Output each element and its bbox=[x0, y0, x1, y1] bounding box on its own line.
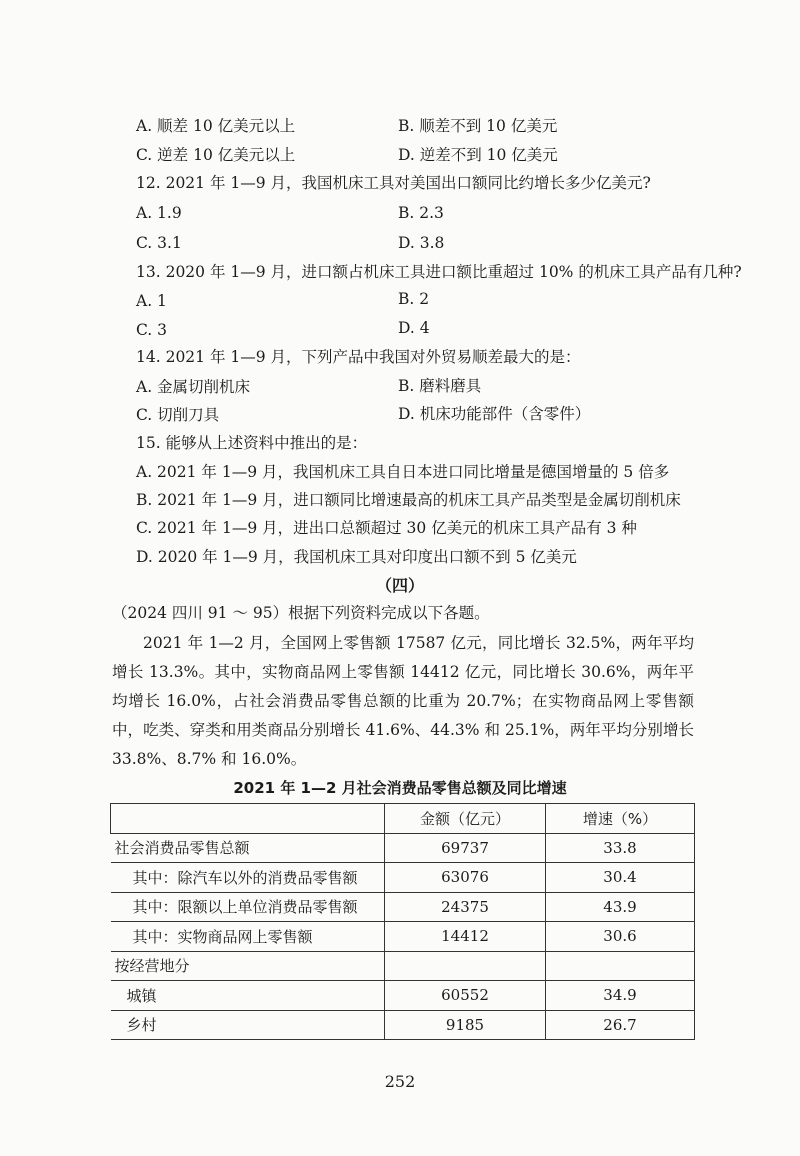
row-growth: 30.6 bbox=[546, 922, 695, 952]
row-growth: 26.7 bbox=[546, 1010, 695, 1040]
table-header-amount: 金额（亿元） bbox=[385, 804, 546, 834]
row-label: 乡村 bbox=[111, 1010, 385, 1040]
q12-option-a: A. 1.9 bbox=[136, 204, 182, 222]
option-b-prev: B. 顺差不到 10 亿美元 bbox=[398, 117, 558, 135]
data-table bbox=[110, 803, 695, 1040]
row-amount: 69737 bbox=[385, 833, 546, 863]
table-header-row bbox=[111, 804, 695, 834]
q15-option-b: B. 2021 年 1—9 月，进口额同比增速最高的机床工具产品类型是金属切削机床 bbox=[136, 491, 681, 509]
question-15: 15. 能够从上述资料中推出的是： bbox=[136, 434, 368, 452]
row-amount: 63076 bbox=[385, 863, 546, 893]
question-13: 13. 2020 年 1—9 月，进口额占机床工具进口额比重超过 10% 的机床工具产品有几种? bbox=[136, 263, 742, 281]
page-number: 252 bbox=[384, 1072, 416, 1091]
row-label: 城镇 bbox=[111, 981, 385, 1011]
table-row bbox=[111, 892, 695, 922]
section-heading: （四） bbox=[375, 576, 424, 595]
option-d-prev: D. 逆差不到 10 亿美元 bbox=[398, 146, 558, 164]
row-amount: 14412 bbox=[385, 922, 546, 952]
row-amount: 60552 bbox=[385, 981, 546, 1011]
q12-option-c: C. 3.1 bbox=[136, 234, 182, 252]
row-growth: 43.9 bbox=[546, 892, 695, 922]
row-label: 按经营地分 bbox=[111, 951, 385, 981]
table-row bbox=[111, 951, 695, 981]
section-source: （2024 四川 91 ～ 95）根据下列资料完成以下各题。 bbox=[112, 604, 490, 622]
q14-option-c: C. 切削刀具 bbox=[136, 406, 220, 424]
row-growth: 34.9 bbox=[546, 981, 695, 1011]
row-label: 社会消费品零售总额 bbox=[111, 833, 385, 863]
q13-option-c: C. 3 bbox=[136, 321, 168, 339]
question-12: 12. 2021 年 1—9 月，我国机床工具对美国出口额同比约增长多少亿美元? bbox=[136, 174, 651, 192]
q14-option-b: B. 磨料磨具 bbox=[398, 377, 482, 395]
row-growth: 33.8 bbox=[546, 833, 695, 863]
q14-option-d: D. 机床功能部件（含零件） bbox=[398, 405, 591, 423]
row-label: 其中：实物商品网上零售额 bbox=[111, 922, 385, 952]
q12-option-d: D. 3.8 bbox=[398, 234, 445, 252]
section-paragraph bbox=[112, 629, 694, 774]
table-row bbox=[111, 922, 695, 952]
table-row bbox=[111, 833, 695, 863]
option-a-prev: A. 顺差 10 亿美元以上 bbox=[136, 117, 296, 135]
row-growth bbox=[546, 951, 695, 981]
q13-option-d: D. 4 bbox=[398, 319, 430, 337]
table-row bbox=[111, 1010, 695, 1040]
q13-option-a: A. 1 bbox=[136, 292, 167, 310]
row-label: 其中：除汽车以外的消费品零售额 bbox=[111, 863, 385, 893]
table-header-blank bbox=[111, 804, 385, 834]
q12-option-b: B. 2.3 bbox=[398, 204, 444, 222]
row-amount: 24375 bbox=[385, 892, 546, 922]
row-amount bbox=[385, 951, 546, 981]
table-row bbox=[111, 981, 695, 1011]
q13-option-b: B. 2 bbox=[398, 290, 430, 308]
row-label: 其中：限额以上单位消费品零售额 bbox=[111, 892, 385, 922]
table-header-growth: 增速（%） bbox=[546, 804, 695, 834]
q15-option-c: C. 2021 年 1—9 月，进出口总额超过 30 亿美元的机床工具产品有 3 种 bbox=[136, 519, 637, 537]
q15-option-d: D. 2020 年 1—9 月，我国机床工具对印度出口额不到 5 亿美元 bbox=[136, 548, 577, 566]
paragraph-text: 2021 年 1—2 月，全国网上零售额 17587 亿元，同比增长 32.5%，两年平均增长 13.3%。其中，实物商品网上零售额 14412 亿元，同比增长 30.6%，两年平均增长 16.0%，占社会消费品零售总额的比重为 20.7%；在实物商品网上零售额中，吃类、穿类和用类商品分别增长 41.6%、44.3% 和 25.1%，两年平均分别增长 33.8%、8.7% 和 16.0%。 bbox=[112, 634, 694, 768]
table-title: 2021 年 1—2 月社会消费品零售总额及同比增速 bbox=[233, 779, 567, 797]
q14-option-a: A. 金属切削机床 bbox=[136, 378, 251, 396]
question-14: 14. 2021 年 1—9 月，下列产品中我国对外贸易顺差最大的是： bbox=[136, 348, 581, 366]
row-growth: 30.4 bbox=[546, 863, 695, 893]
table-row bbox=[111, 863, 695, 893]
row-amount: 9185 bbox=[385, 1010, 546, 1040]
option-c-prev: C. 逆差 10 亿美元以上 bbox=[136, 146, 296, 164]
q15-option-a: A. 2021 年 1—9 月，我国机床工具自日本进口同比增量是德国增量的 5 倍多 bbox=[136, 463, 670, 481]
